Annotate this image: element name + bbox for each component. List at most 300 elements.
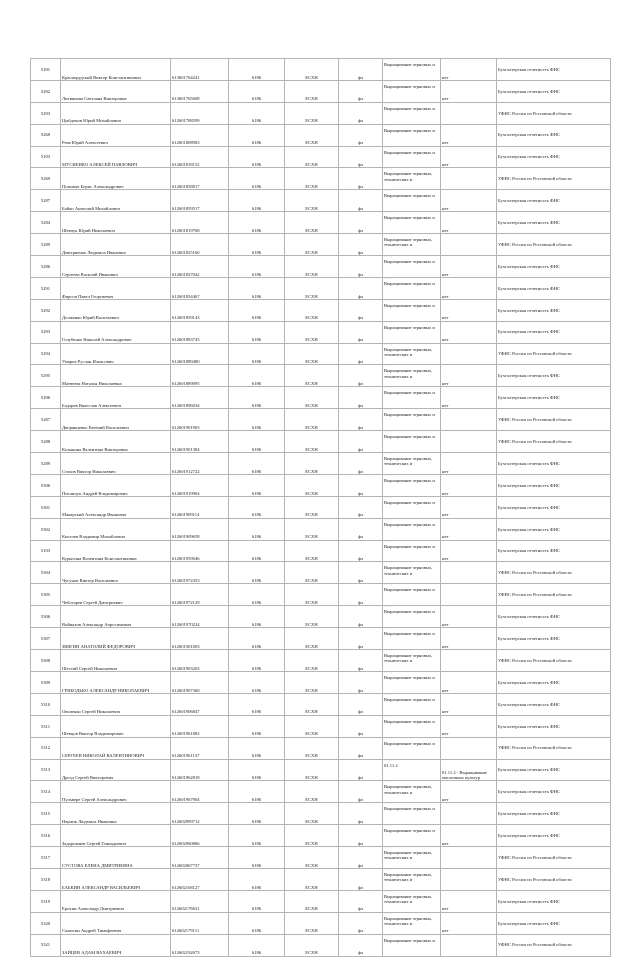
row-number-cell: 5306 [31,606,61,628]
inn-cell: 612601825160 [171,234,229,256]
tax-office-code-cell: 6186 [229,584,285,606]
tax-office-code-cell: 6186 [229,409,285,431]
activity-text: Выращивание зерновых и [384,193,435,199]
activity-cell [383,628,441,650]
activity-text: Выращивание зерновых и [384,674,435,680]
activity-text: Выращивание зерновых и [384,127,435,133]
inn-cell: 612601834467 [171,277,229,299]
activity-text: Выращивание зерновых и [384,499,435,505]
table-row [31,540,611,562]
source-cell: УФНС России по Ростовской области [497,847,611,869]
table-row [31,124,611,146]
flag-cell [441,737,497,759]
source-cell: Бухгалтерская отчетность ФНС [497,59,611,81]
entity-type-cell: фл [339,80,383,102]
inn-cell: 612601901003 [171,628,229,650]
flag-cell: нет [441,912,497,934]
activity-cell [383,212,441,234]
taxpayer-name-cell: Дворянцевко Евгений Васильевич [61,409,171,431]
row-number-cell: 5268 [31,124,61,146]
tax-office-code-cell: 6186 [229,671,285,693]
flag-cell [441,934,497,956]
source-cell: Бухгалтерская отчетность ФНС [497,124,611,146]
flag-cell [441,102,497,124]
activity-cell [383,650,441,672]
activity-text: Выращивание зерновых и [384,105,435,111]
activity-cell [383,431,441,453]
taxpayer-name-cell: Бодарев Вячеслав Алексеевич [61,387,171,409]
activity-cell [383,146,441,168]
activity-text: Выращивание зерновых и [384,937,435,943]
tax-regime-cell: ЕСХН [285,321,339,343]
inn-cell: 612601827042 [171,256,229,278]
inn-cell: 612602060866 [171,825,229,847]
tax-office-code-cell: 6186 [229,256,285,278]
activity-cell [383,606,441,628]
activity-code-marks: · · · · · [384,846,392,851]
taxpayer-name-cell: БАБКИН АЛЕКСАНДР ВАСИЛЬЕВИЧ [61,868,171,890]
source-cell: УФНС России по Ростовской области [497,868,611,890]
table-row [31,737,611,759]
table-row [31,234,611,256]
activity-text: Выращивание зерновых, технических и [384,893,433,905]
entity-type-cell: фл [339,431,383,453]
table-row [31,277,611,299]
tax-office-code-cell: 6186 [229,847,285,869]
flag-cell: нет [441,474,497,496]
inn-cell: 612601962818 [171,759,229,781]
inn-cell: 612602168127 [171,868,229,890]
taxpayer-name-cell: Задорожнев Сергей Геннадьевич [61,825,171,847]
taxpayer-name-cell: Сергеева Василий Иванович [61,256,171,278]
table-row [31,343,611,365]
inn-cell: 613601765608 [171,80,229,102]
tax-office-code-cell: 6186 [229,650,285,672]
activity-code-marks: · · · · · [384,737,392,741]
activity-code-marks: · · · · · [384,321,392,325]
flag-cell: нет [441,80,497,102]
entity-type-cell: фл [339,562,383,584]
tax-regime-cell: ЕСХН [285,256,339,278]
activity-code-marks: · · · · · [384,189,392,194]
entity-type-cell: фл [339,584,383,606]
tax-regime-cell: ЕСХН [285,474,339,496]
tax-office-code-cell: 6186 [229,234,285,256]
inn-cell: 612601967904 [171,781,229,803]
table-row [31,759,611,781]
source-cell: Бухгалтерская отчетность ФНС [497,277,611,299]
inn-cell: 612601903203 [171,650,229,672]
flag-cell: нет [441,693,497,715]
flag-cell: нет [441,256,497,278]
tax-regime-cell: ЕСХН [285,825,339,847]
activity-cell [383,868,441,890]
source-cell: УФНС России по Ростовской области [497,737,611,759]
activity-cell [383,912,441,934]
activity-cell [383,234,441,256]
table-row [31,825,611,847]
entity-type-cell: фл [339,890,383,912]
taxpayer-name-cell: Козыкина Валентина Викторовна [61,431,171,453]
activity-text: Выращивание зерновых и [384,521,435,527]
inn-cell: 612601901384 [171,431,229,453]
inn-cell: 612601788599 [171,102,229,124]
tax-office-code-cell: 6186 [229,759,285,781]
table-row [31,365,611,387]
table-row [31,803,611,825]
flag-cell [441,562,497,584]
row-number-cell: 5292 [31,80,61,102]
taxpayer-name-cell: СЕРГЕЕВ НИКОЛАЙ ВАЛЕНТИНОВИЧ [61,737,171,759]
activity-text: Выращивание зерновых и [384,149,435,155]
taxpayer-name-cell: ЗАЙЦЕВ АДАМ ВАХАЕВИЧ [61,934,171,956]
source-cell: Бухгалтерская отчетность ФНС [497,890,611,912]
entity-type-cell: фл [339,234,383,256]
entity-type-cell: фл [339,628,383,650]
taxpayer-name-cell: Ерохин Александр Дмитриевич [61,890,171,912]
tax-office-code-cell: 6186 [229,890,285,912]
flag-cell [441,803,497,825]
source-cell: Бухгалтерская отчетность ФНС [497,299,611,321]
table-row [31,671,611,693]
entity-type-cell: фл [339,299,383,321]
source-cell: УФНС России по Ростовской области [497,934,611,956]
row-number-cell: 5311 [31,715,61,737]
row-number-cell: 5308 [31,650,61,672]
tax-office-code-cell: 6186 [229,868,285,890]
inn-cell: 612601961137 [171,737,229,759]
activity-cell [383,124,441,146]
table-row [31,693,611,715]
activity-code-marks: · · · · · [384,759,392,763]
inn-cell: 612601909658 [171,518,229,540]
tax-regime-cell: ЕСХН [285,518,339,540]
activity-text: Выращивание зерновых, технических и [384,171,433,182]
tax-office-code-cell: 6186 [229,124,285,146]
tax-regime-cell: ЕСХН [285,890,339,912]
entity-type-cell: фл [339,912,383,934]
tax-regime-cell: ЕСХН [285,234,339,256]
row-number-cell: 5307 [31,628,61,650]
activity-text: Выращивание зерновых и [384,412,435,418]
taxpayer-name-cell: Салюгин Андрей Тимофеевич [61,912,171,934]
row-number-cell: 5295 [31,365,61,387]
inn-cell: 612602176631 [171,890,229,912]
activity-text: Выращивание зерновых, технических и [384,368,433,379]
flag-cell [441,409,497,431]
tax-regime-cell: ЕСХН [285,277,339,299]
activity-code-marks: · · · · · [384,408,392,413]
tax-regime-cell: ЕСХН [285,387,339,409]
activity-code-marks: · · · · · [384,627,392,632]
table-row [31,409,611,431]
taxpayer-name-cell: Пульвере Сергей Александрович [61,781,171,803]
source-cell: Бухгалтерская отчетность ФНС [497,671,611,693]
taxpayer-table [30,58,611,957]
activity-code-marks: · · · · · [384,540,392,544]
tax-regime-cell: ЕСХН [285,737,339,759]
row-number-cell: 5319 [31,890,61,912]
activity-code-marks: · · · · · [384,496,392,500]
activity-text: Выращивание зерновых и [384,740,435,746]
source-cell: УФНС России по Ростовской области [497,584,611,606]
entity-type-cell: фл [339,803,383,825]
taxpayer-name-cell: Киселев Владимир Михайлович [61,518,171,540]
tax-office-code-cell: 6186 [229,431,285,453]
inn-cell: 612601961882 [171,715,229,737]
activity-text: Выращивание зерновых и [384,609,435,615]
taxpayer-name-cell: Умаров Руслан Ильясович [61,343,171,365]
row-number-cell: 5287 [31,409,61,431]
row-number-cell: 5302 [31,518,61,540]
flag-cell: нет [441,59,497,81]
flag-cell: нет [441,277,497,299]
table-row [31,562,611,584]
tax-regime-cell: ЕСХН [285,650,339,672]
tax-office-code-cell: 6186 [229,934,285,956]
source-cell: Бухгалтерская отчетность ФНС [497,474,611,496]
tax-office-code-cell: 6186 [229,453,285,475]
taxpayer-name-cell: Шевчук Юрий Николаевич [61,212,171,234]
activity-code-marks: · · · · · [384,890,392,894]
flag-cell: нет [441,540,497,562]
table-row [31,474,611,496]
tax-regime-cell: ЕСХН [285,190,339,212]
source-cell: Бухгалтерская отчетность ФНС [497,781,611,803]
source-cell: Бухгалтерская отчетность ФНС [497,693,611,715]
taxpayer-name-cell: Попович Борис Александрович [61,168,171,190]
activity-text: Выращивание зерновых, технических и [384,237,433,248]
source-cell: Бухгалтерская отчетность ФНС [497,80,611,102]
row-number-cell: 5312 [31,737,61,759]
entity-type-cell: фл [339,124,383,146]
tax-regime-cell: ЕСХН [285,715,339,737]
activity-cell [383,540,441,562]
table-row [31,431,611,453]
activity-code-marks: · · · · · [384,58,392,62]
activity-cell [383,299,441,321]
tax-office-code-cell: 6186 [229,737,285,759]
flag-cell: нет [441,146,497,168]
activity-code-marks: · · · · · [384,583,392,588]
activity-code-marks: · · · · · [384,934,392,938]
activity-cell [383,496,441,518]
flag-cell [441,584,497,606]
activity-cell [383,409,441,431]
activity-text: Выращивание зерновых, технических и [384,565,433,576]
activity-cell [383,803,441,825]
entity-type-cell: фл [339,387,383,409]
activity-code-marks: · · · · · [384,80,392,84]
activity-code-marks: · · · · · [384,518,392,522]
tax-regime-cell: ЕСХН [285,803,339,825]
flag-cell [441,847,497,869]
tax-office-code-cell: 6186 [229,693,285,715]
activity-code-marks: · · · · · [384,430,392,435]
register-sheet [30,58,610,957]
tax-office-code-cell: 6186 [229,168,285,190]
activity-code-marks: · · · · · [384,474,392,478]
source-cell: УФНС России по Ростовской области [497,102,611,124]
source-cell: Бухгалтерская отчетность ФНС [497,759,611,781]
table-row [31,496,611,518]
activity-cell [383,671,441,693]
tax-regime-cell: ЕСХН [285,343,339,365]
source-cell: УФНС России по Ростовской области [497,343,611,365]
entity-type-cell: фл [339,212,383,234]
row-number-cell: 5103 [31,146,61,168]
tax-office-code-cell: 6186 [229,387,285,409]
activity-cell [383,168,441,190]
activity-text: Выращивание зерновых и [384,828,435,834]
flag-cell [441,234,497,256]
tax-office-code-cell: 6186 [229,781,285,803]
activity-code-marks: · · · · · [384,605,392,610]
table-row [31,584,611,606]
taxpayer-name-cell: СУСТОВА ЕЛЕНА ДМИТРИЕВНА [61,847,171,869]
entity-type-cell: фл [339,256,383,278]
activity-code-marks: · · · · · [384,211,392,216]
entity-type-cell: фл [339,540,383,562]
tax-office-code-cell: 6186 [229,59,285,81]
table-row [31,847,611,869]
activity-text: Выращивание зерновых и [384,259,435,265]
taxpayer-name-cell: Курыгина Валентина Константиновна [61,540,171,562]
flag-cell: нет [441,671,497,693]
row-number-cell: 5321 [31,934,61,956]
entity-type-cell: фл [339,168,383,190]
row-number-cell: 5313 [31,759,61,781]
flag-cell: нет [441,518,497,540]
activity-text: Выращивание зерновых и [384,631,435,637]
table-row [31,387,611,409]
tax-regime-cell: ЕСХН [285,606,339,628]
table-row [31,934,611,956]
row-number-cell: 5292 [31,299,61,321]
inn-cell: 612601889095 [171,365,229,387]
taxpayer-name-cell: Долженко Юрий Васильевич [61,299,171,321]
activity-code-marks: · · · · · [384,824,392,829]
table-row [31,321,611,343]
activity-code-marks: · · · · · [384,364,392,369]
tax-office-code-cell: 6186 [229,212,285,234]
row-number-cell: 5296 [31,387,61,409]
row-number-cell: 5288 [31,431,61,453]
entity-type-cell: фл [339,868,383,890]
inn-cell: 612601896034 [171,387,229,409]
source-cell: УФНС России по Ростовской области [497,431,611,453]
flag-cell: нет [441,212,497,234]
taxpayer-name-cell: Голубенко Николай Александрович [61,321,171,343]
activity-code-marks: · · · · · [384,868,392,872]
entity-type-cell: фл [339,277,383,299]
entity-type-cell: фл [339,518,383,540]
flag-cell [441,431,497,453]
activity-cell [383,321,441,343]
entity-type-cell: фл [339,496,383,518]
activity-cell [383,256,441,278]
entity-type-cell: фл [339,102,383,124]
tax-office-code-cell: 6186 [229,912,285,934]
source-cell: Бухгалтерская отчетность ФНС [497,212,611,234]
entity-type-cell: фл [339,343,383,365]
taxpayer-name-cell: Овсиенко Сергей Николаевич [61,693,171,715]
row-number-cell: 5287 [31,190,61,212]
tax-regime-cell: ЕСХН [285,759,339,781]
tax-office-code-cell: 6186 [229,146,285,168]
activity-code-marks: · · · · · [384,386,392,391]
tax-regime-cell: ЕСХН [285,934,339,956]
taxpayer-name-cell: Стахов Виктор Николаевич [61,453,171,475]
inn-cell: 612601959046 [171,540,229,562]
inn-cell: 612601859517 [171,190,229,212]
table-row [31,781,611,803]
row-number-cell: 5301 [31,496,61,518]
table-row [31,80,611,102]
tax-regime-cell: ЕСХН [285,671,339,693]
row-number-cell: 5304 [31,562,61,584]
tax-regime-cell: ЕСХН [285,693,339,715]
activity-cell [383,387,441,409]
table-body [31,59,611,957]
activity-text: Выращивание зерновых, технических и [384,784,433,795]
table-row [31,146,611,168]
tax-office-code-cell: 6186 [229,299,285,321]
source-cell: Бухгалтерская отчетность ФНС [497,715,611,737]
activity-code-marks: · · · · · [384,561,392,566]
flag-cell [441,650,497,672]
flag-cell: нет [441,387,497,409]
activity-cell [383,781,441,803]
inn-cell: 612602067737 [171,847,229,869]
source-cell: Бухгалтерская отчетность ФНС [497,825,611,847]
inn-cell: 612601901903 [171,409,229,431]
table-row [31,212,611,234]
activity-text: Выращивание зерновых и [384,62,435,67]
activity-text: Выращивание зерновых и [384,83,435,89]
flag-cell [441,168,497,190]
inn-cell: 612601808983 [171,124,229,146]
inn-cell: 612602179111 [171,912,229,934]
table-row [31,868,611,890]
tax-regime-cell: ЕСХН [285,212,339,234]
source-cell: Бухгалтерская отчетность ФНС [497,387,611,409]
activity-cell [383,190,441,212]
flag-cell: нет [441,825,497,847]
tax-regime-cell: ЕСХН [285,124,339,146]
tax-office-code-cell: 6186 [229,474,285,496]
activity-text: Выращивание зерновых, технических и [384,653,433,664]
taxpayer-name-cell: Макарский Александр Иванович [61,496,171,518]
source-cell: Бухгалтерская отчетность ФНС [497,321,611,343]
row-number-cell: 5320 [31,912,61,934]
row-number-cell: 5310 [31,693,61,715]
row-number-cell: 5309 [31,671,61,693]
inn-cell: 612601972129 [171,584,229,606]
inn-cell: 612601859143 [171,299,229,321]
taxpayer-name-cell: Краснорудский Виктор Константинович [61,59,171,81]
activity-text: Выращивание зерновых и [384,543,435,549]
activity-code-marks: · · · · · [384,912,392,916]
inn-cell: 612601889480 [171,343,229,365]
activity-cell [383,584,441,606]
row-number-cell: 5306 [31,474,61,496]
activity-code-marks: · · · · · [384,693,392,697]
tax-office-code-cell: 6186 [229,628,285,650]
taxpayer-name-cell: Рева Юрий Алексеевич [61,124,171,146]
activity-text: Выращивание зерновых и [384,477,435,483]
activity-cell [383,80,441,102]
